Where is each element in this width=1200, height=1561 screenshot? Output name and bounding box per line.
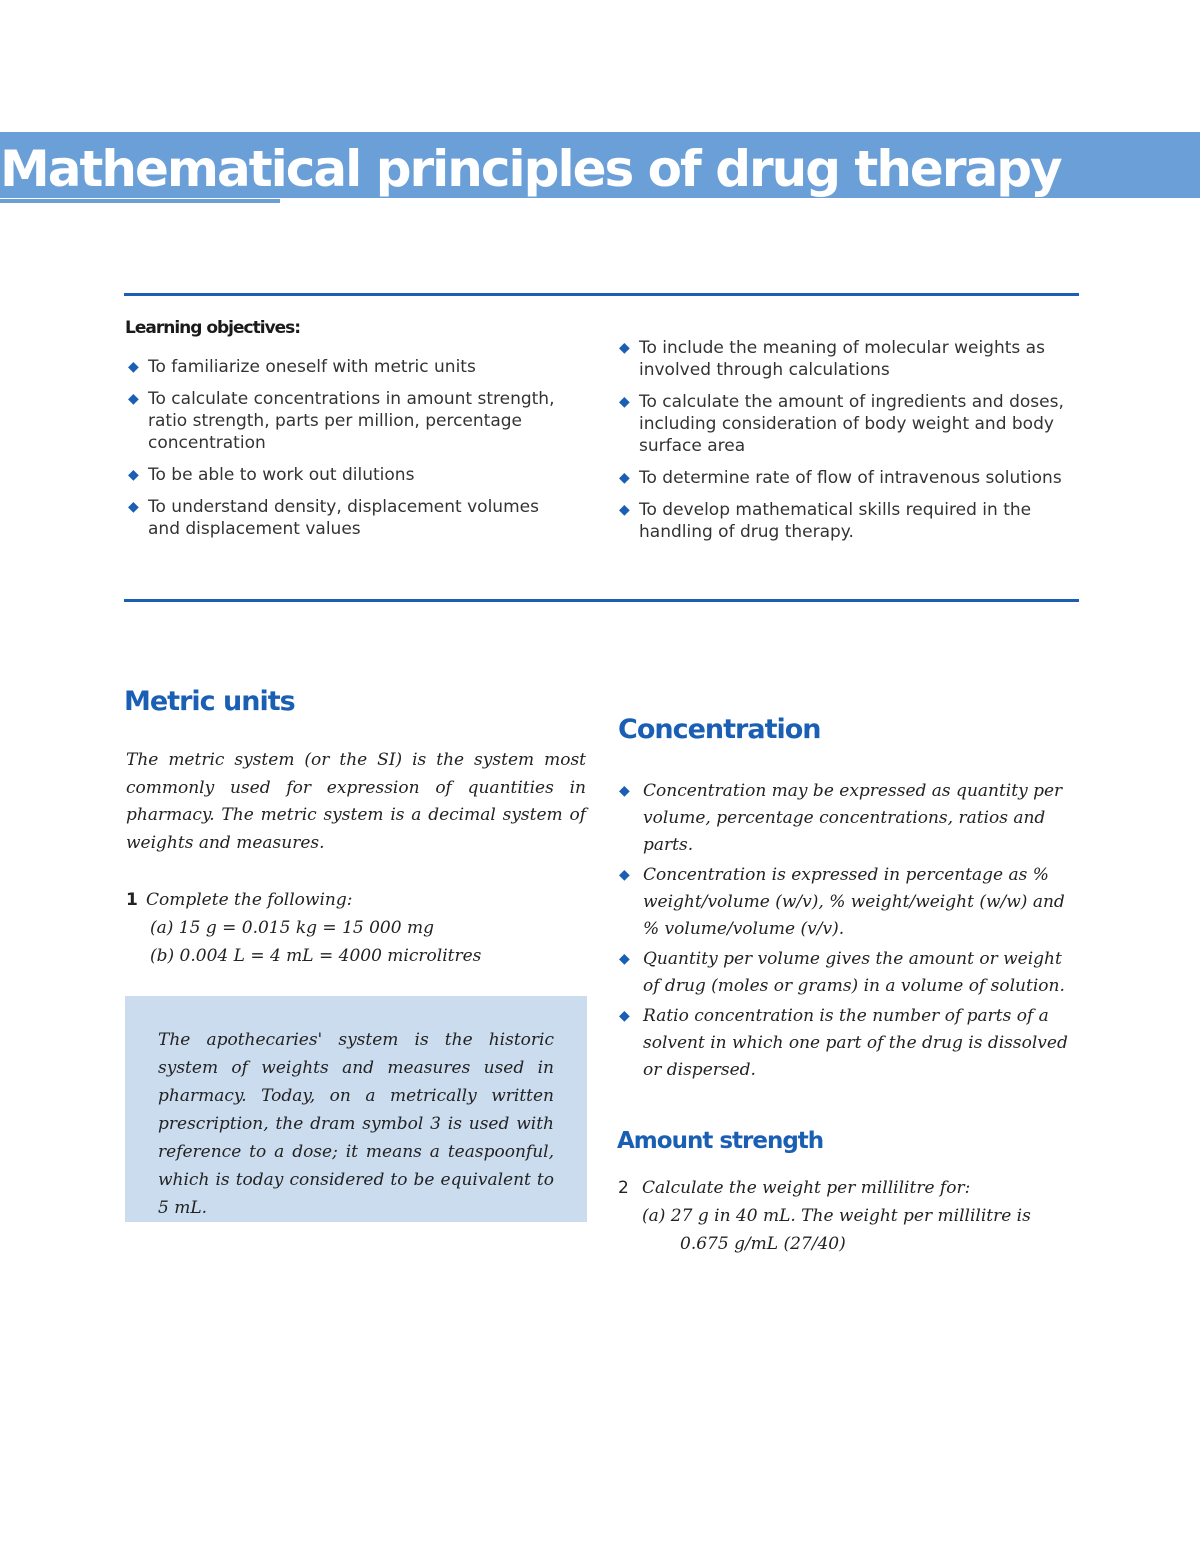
section-heading-concentration: Concentration: [618, 714, 821, 745]
objective-item: ◆ To familiarize oneself with metric units: [128, 357, 476, 377]
question-number: 1: [126, 890, 138, 910]
objective-item: ◆ To calculate concentrations in amount strength, ratio strength, parts per million, percentage concentration: [128, 389, 555, 453]
objectives-top-rule: [124, 293, 1079, 296]
concentration-list: [619, 778, 1069, 1087]
question-part: (a) 15 g = 0.015 kg = 15 000 mg: [150, 918, 434, 938]
concentration-item: ◆ Concentration may be expressed as quantity per volume, percentage concentrations, ratios and parts.: [619, 778, 1069, 859]
bullet-icon: ◆: [619, 867, 630, 883]
bullet-icon: ◆: [619, 394, 630, 410]
question-prompt: Calculate the weight per millilitre for:: [642, 1178, 971, 1198]
bullet-icon: ◆: [619, 470, 630, 486]
objective-item: ◆ To calculate the amount of ingredients and doses, including consideration of body weight and body surface area: [619, 392, 1064, 456]
question-prompt: Complete the following:: [146, 890, 353, 910]
objective-item: ◆ To determine rate of flow of intravenous solutions: [619, 468, 1062, 488]
bullet-icon: ◆: [619, 783, 630, 799]
section-heading-metric-units: Metric units: [124, 686, 295, 717]
bullet-icon: ◆: [619, 951, 630, 967]
question-number: 2: [618, 1178, 629, 1198]
apothecaries-note-box: [125, 996, 587, 1222]
question-part: (b) 0.004 L = 4 mL = 4000 microlitres: [150, 946, 482, 966]
objective-item: ◆ To understand density, displacement volumes and displacement values: [128, 497, 539, 539]
metric-units-paragraph: The metric system (or the SI) is the system most commonly used for expression of quantities in pharmacy. The metric system is a decimal system of weights and measures.: [126, 750, 586, 853]
objective-item: ◆ To develop mathematical skills required in the handling of drug therapy.: [619, 500, 1032, 542]
bullet-icon: ◆: [128, 467, 139, 483]
concentration-item: ◆ Quantity per volume gives the amount or weight of drug (moles or grams) in a volume of solution.: [619, 946, 1069, 1000]
question-2: [618, 1174, 1031, 1258]
objectives-bottom-rule: [124, 599, 1079, 602]
question-answer: 0.675 g/mL (27/40): [680, 1234, 846, 1254]
bullet-icon: ◆: [128, 499, 139, 515]
bullet-icon: ◆: [128, 391, 139, 407]
section-heading-amount-strength: Amount strength: [617, 1128, 824, 1154]
bullet-icon: ◆: [619, 340, 630, 356]
objective-item: ◆ To include the meaning of molecular weights as involved through calculations: [619, 338, 1045, 380]
bullet-icon: ◆: [619, 1008, 630, 1024]
page-title: Mathematical principles of drug therapy: [0, 140, 1061, 198]
objective-item: ◆ To be able to work out dilutions: [128, 465, 415, 485]
question-part: (a) 27 g in 40 mL. The weight per millilitre is: [642, 1206, 1031, 1226]
objectives-list-left: [126, 356, 566, 550]
note-text: The apothecaries' system is the historic system of weights and measures used in pharmacy. Today, on a metrically written prescription, the dram symbol 3 is used with reference to a dose; it means a teaspoonful, which is today considered to be equivalent to 5 mL.: [158, 1030, 554, 1218]
question-1: [126, 886, 481, 970]
objectives-list-right: [617, 337, 1077, 553]
objectives-heading: Learning objectives:: [125, 318, 301, 338]
bullet-icon: ◆: [619, 502, 630, 518]
title-underline: [0, 199, 280, 203]
concentration-item: ◆ Ratio concentration is the number of parts of a solvent in which one part of the drug is dissolved or dispersed.: [619, 1003, 1069, 1084]
bullet-icon: ◆: [128, 359, 139, 375]
concentration-item: ◆ Concentration is expressed in percentage as % weight/volume (w/v), % weight/weight (w/w) and % volume/volume (v/v).: [619, 862, 1069, 943]
